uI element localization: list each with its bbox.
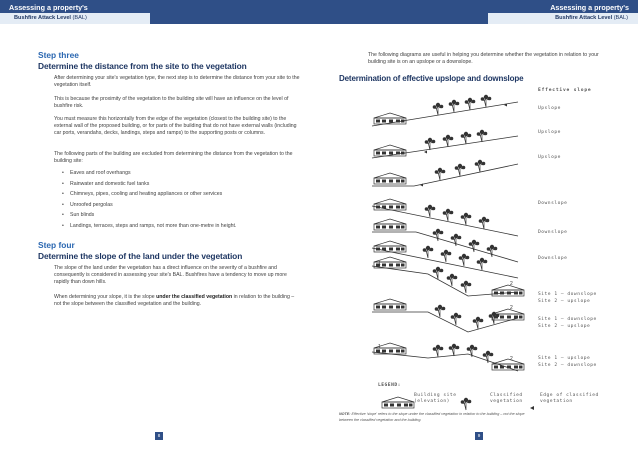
label-upslope-2: Upslope: [538, 130, 561, 135]
label-downslope-3: Downslope: [538, 256, 568, 261]
step-three-title: Step three: [38, 50, 79, 60]
list-item: • Chimneys, pipes, cooling and heating appliances or other services: [62, 191, 302, 202]
legend-building-site: Building site: [414, 393, 457, 398]
case-upslope-1: [372, 95, 518, 126]
list-item: • Eaves and roof overhangs: [62, 170, 302, 181]
list-item: • Unroofed pergolas: [62, 202, 302, 213]
step-four-title: Step four: [38, 240, 75, 250]
case-two-sites-1: [372, 257, 524, 296]
step-three-paragraph-1: After determining your site's vegetation type, the next step is to determine the distance from your site to the vegetation itself.: [54, 75, 300, 89]
excluded-parts-list: [62, 170, 302, 234]
step-four-paragraph-2: When determining your slope, it is the slope under the classified vegetation in relation to the building – not the slope between the classified vegetation and the building.: [54, 294, 295, 308]
slope-section-heading: Determination of effective upslope and downslope: [339, 74, 524, 83]
legend-title: LEGEND:: [378, 383, 401, 388]
list-item: • Sun blinds: [62, 212, 302, 223]
svg-text:2: 2: [510, 305, 513, 311]
case-two-sites-2: [372, 299, 524, 332]
legend-building-elevation: (elevation): [414, 399, 450, 404]
step-three-paragraph-4: The following parts of the building are excluded from determining the distance from the vegetation to the building site:: [54, 151, 293, 165]
step-three-paragraph-3: You must measure this horizontally from the edge of the vegetation (closest to the building site) to the external wall of the proposed building, or for parts of the building that do not have external walls (including car ports, verandahs, decks, landings, steps and ramps) to the supporting posts or columns.: [54, 116, 297, 137]
diagram-intro: The following diagrams are useful in helping you determine whether the vegetation in relation to your building site is on an upslope or a downslope.: [368, 52, 599, 66]
label-case7-b: Site 2 – upslope: [538, 299, 591, 304]
page-number-left: 8: [155, 432, 163, 440]
label-downslope-2: Downslope: [538, 230, 568, 235]
list-item: • Rainwater and domestic fuel tanks: [62, 181, 302, 192]
step-three-heading: Determine the distance from the site to the vegetation: [38, 61, 247, 71]
step-four-paragraph-1: The slope of the land under the vegetation has a direct influence on the severity of a bushfire and consequently is considered in assessing your site's BAL. Bushfires have a tendency to move up more rapidly than down hills.: [54, 265, 287, 286]
label-upslope-1: Upslope: [538, 106, 561, 111]
label-case8-a: Site 1 – downslope: [538, 317, 597, 322]
header-left-divider: [150, 13, 157, 24]
label-upslope-3: Upslope: [538, 155, 561, 160]
case-downslope-3: [372, 241, 518, 278]
case-upslope-2: [372, 130, 518, 158]
legend-edge-vegetation: vegetation: [540, 399, 573, 404]
step-four-heading: Determine the slope of the land under the vegetation: [38, 251, 243, 261]
effective-slope-label: Effective slope: [538, 88, 592, 93]
label-case9-a: Site 1 – upslope: [538, 356, 591, 361]
header-left-subtitle: Bushfire Attack Level (BAL): [0, 13, 150, 24]
slope-diagrams: [368, 86, 630, 422]
label-case9-b: Site 2 – downslope: [538, 363, 597, 368]
diagram-note: NOTE: Effective 'slope' refers to the slope under the classified vegetation in relation to the building – not the slope between the classified vegetation and the building.: [339, 412, 525, 422]
svg-text:2: 2: [510, 356, 513, 362]
legend-classified: Classified: [490, 393, 523, 398]
label-case7-a: Site 1 – downslope: [538, 292, 597, 297]
case-downslope-1: [372, 199, 518, 236]
svg-text:1: 1: [378, 261, 381, 267]
legend-vegetation: vegetation: [490, 399, 523, 404]
case-upslope-3: [372, 160, 518, 187]
header-left-title: Assessing a property's: [9, 3, 88, 12]
label-case8-b: Site 2 – upslope: [538, 324, 591, 329]
page-number-right: 9: [475, 432, 483, 440]
legend-edge: Edge of classified: [540, 393, 599, 398]
label-downslope-1: Downslope: [538, 201, 568, 206]
header-right-title: Assessing a property's: [550, 3, 629, 12]
list-item: • Landings, terraces, steps and ramps, not more than one-metre in height.: [62, 223, 302, 234]
svg-text:2: 2: [510, 281, 513, 287]
svg-text:1: 1: [378, 344, 381, 350]
step-three-paragraph-2: This is because the proximity of the vegetation to the building site will have an influence on the level of bushfire risk.: [54, 96, 289, 110]
header-right-subtitle: Bushfire Attack Level (BAL): [488, 13, 638, 24]
case-two-sites-3: [372, 343, 524, 371]
